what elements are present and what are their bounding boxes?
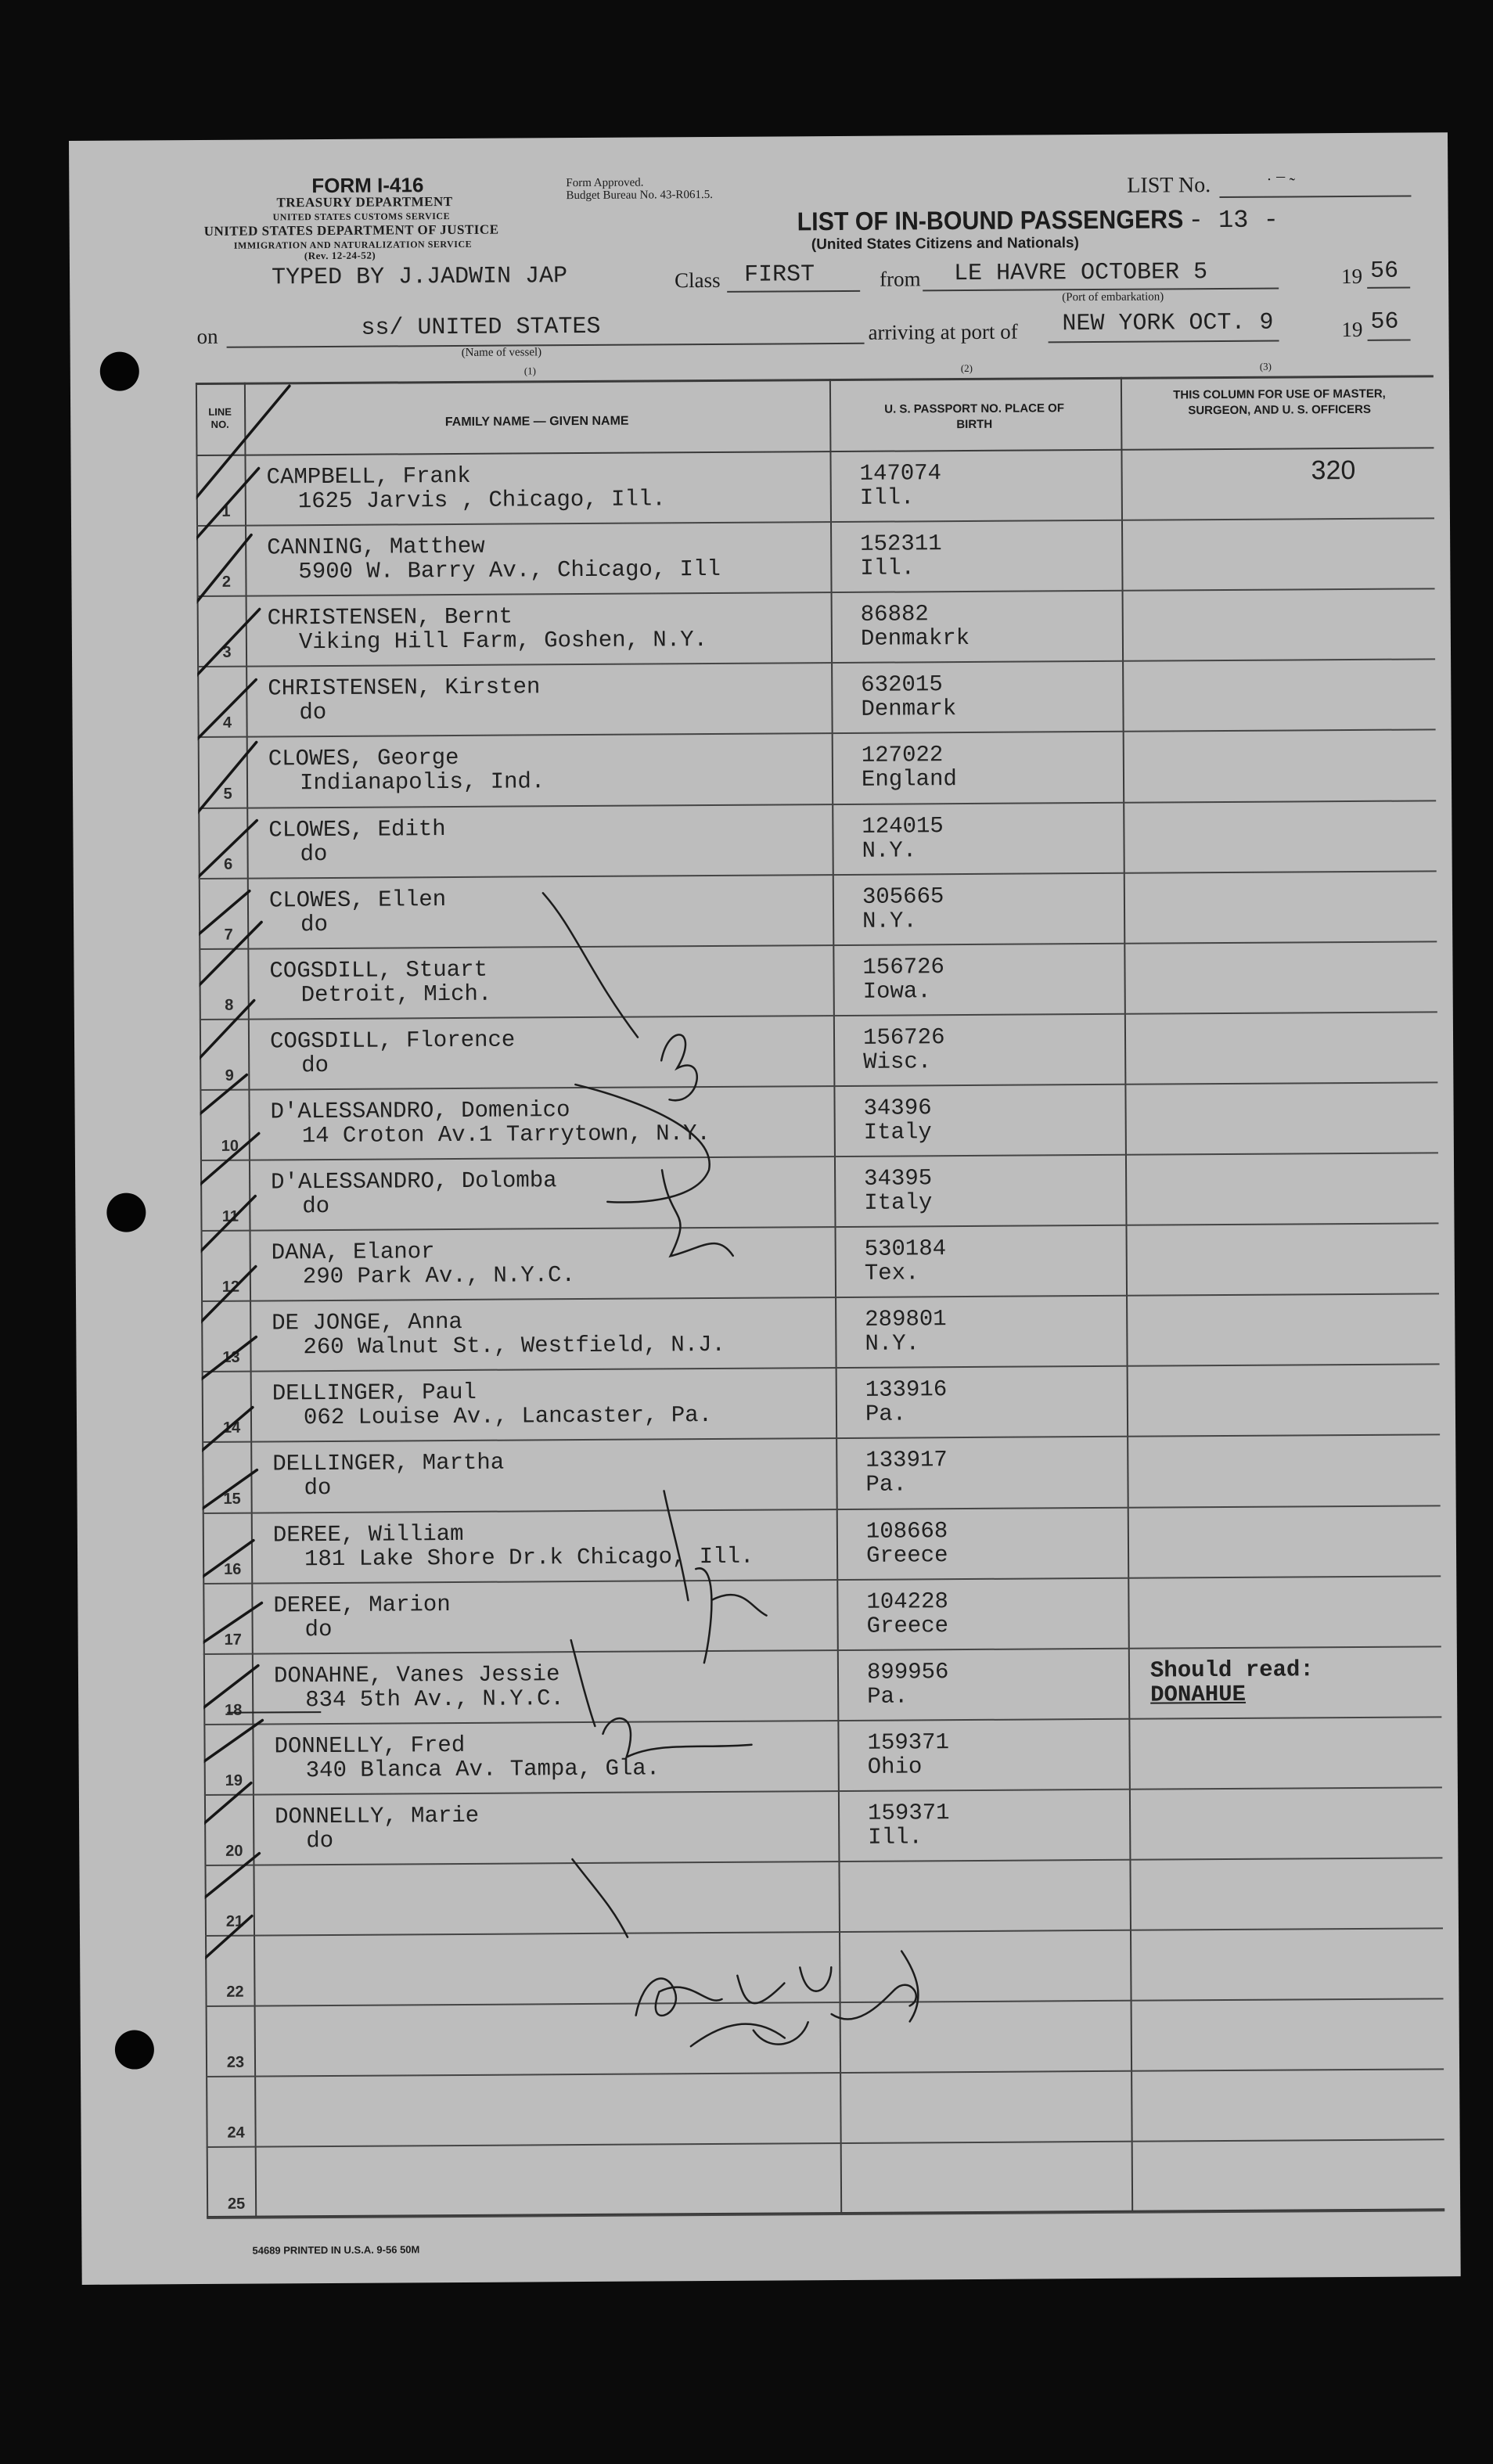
approval-line-2: Budget Bureau No. 43-R061.5.	[566, 188, 713, 203]
address: Detroit, Mich.	[300, 980, 492, 1008]
passport-number: 104228	[866, 1588, 948, 1615]
passport-number: 127022	[861, 742, 944, 769]
officer-note-correction: DONAHUE	[1150, 1681, 1247, 1708]
address: Indianapolis, Ind.	[299, 768, 545, 797]
passport-number: 34396	[863, 1095, 932, 1121]
passport-number: 152311	[860, 531, 942, 557]
arrival-line	[1049, 340, 1279, 344]
place-of-birth: Pa.	[867, 1683, 908, 1710]
from-year-line	[1367, 287, 1410, 289]
line-number: 16	[223, 1560, 242, 1578]
passport-number: 133917	[865, 1447, 948, 1474]
from-year: 56	[1369, 257, 1399, 285]
address: do	[302, 1192, 330, 1220]
print-footer: 54689 PRINTED IN U.S.A. 9-56 50M	[252, 2243, 420, 2257]
header-passport: U. S. PASSPORT NO. PLACE OF BIRTH	[884, 401, 1065, 432]
line-number: 8	[225, 996, 234, 1014]
arrival-year-line	[1368, 340, 1411, 341]
family-given-name: DONAHNE, Vanes Jessie	[273, 1660, 560, 1689]
place-of-birth: Ill.	[868, 1824, 923, 1851]
family-given-name: CHRISTENSEN, Bernt	[267, 603, 513, 631]
header-officers: THIS COLUMN FOR USE OF MASTER, SURGEON, AND U. S. OFFICERS	[1173, 387, 1386, 418]
passport-number: 530184	[864, 1236, 947, 1262]
place-of-birth: Italy	[864, 1189, 933, 1216]
place-of-birth: Greece	[866, 1612, 949, 1639]
typed-by: TYPED BY J.JADWIN JAP	[271, 263, 568, 292]
approval-line-1: Form Approved.	[566, 176, 644, 190]
passport-number: 34395	[864, 1165, 933, 1192]
place-of-birth: N.Y.	[862, 907, 917, 934]
list-no-label: LIST No.	[1127, 173, 1211, 198]
address: 181 Lake Shore Dr.k Chicago, Ill.	[304, 1543, 754, 1572]
line-number: 4	[222, 714, 232, 732]
line-number: 24	[227, 2124, 245, 2142]
place-of-birth: N.Y.	[865, 1330, 920, 1358]
officer-note: 320	[1311, 455, 1356, 486]
passport-number: 899956	[866, 1658, 949, 1685]
passport-number: 632015	[861, 671, 943, 699]
handwritten-checkmarks	[196, 375, 1444, 2218]
line-number: 19	[225, 1772, 243, 1790]
header-line-no: LINE NO.	[208, 405, 232, 430]
place-of-birth: Ohio	[867, 1754, 923, 1780]
address: do	[299, 700, 327, 726]
port-embarkation-note: (Port of embarkation)	[1062, 290, 1164, 304]
place-of-birth: Denmakrk	[860, 625, 970, 653]
list-no-line	[1219, 196, 1411, 198]
place-of-birth: Wisc.	[863, 1049, 932, 1075]
address: 340 Blanca Av. Tampa, Gla.	[305, 1755, 660, 1783]
family-given-name: COGSDILL, Stuart	[269, 956, 488, 984]
ins-service: IMMIGRATION AND NATURALIZATION SERVICE	[233, 238, 473, 251]
line-number: 9	[225, 1067, 234, 1085]
class-value: FIRST	[743, 261, 815, 289]
family-given-name: DEREE, Marion	[273, 1591, 451, 1619]
line-number: 12	[221, 1278, 240, 1297]
place-of-birth: Pa.	[865, 1471, 907, 1498]
punch-hole-bottom	[115, 2030, 154, 2069]
list-title: LIST OF IN-BOUND PASSENGERS	[797, 204, 1184, 236]
address: 834 5th Av., N.Y.C.	[305, 1685, 564, 1713]
vessel-name: ss/ UNITED STATES	[361, 313, 601, 342]
list-no-mark: ˙ ¯ ˜	[1266, 174, 1296, 194]
line-number: 10	[221, 1137, 239, 1155]
place-of-birth: Greece	[865, 1541, 948, 1569]
place-of-birth: N.Y.	[862, 836, 917, 864]
class-label: Class	[675, 268, 721, 293]
place-of-birth: Iowa.	[862, 977, 931, 1005]
place-of-birth: Italy	[863, 1119, 932, 1146]
family-given-name: DANA, Elanor	[271, 1239, 435, 1266]
form-number: FORM I-416	[311, 173, 424, 198]
line-number: 6	[224, 855, 233, 873]
passport-number: 159371	[867, 1800, 950, 1826]
line-number: 18	[225, 1701, 243, 1719]
customs-service: UNITED STATES CUSTOMS SERVICE	[272, 210, 451, 223]
column-index-3: (3)	[1259, 360, 1272, 372]
line-number: 17	[224, 1631, 242, 1649]
address: 1625 Jarvis , Chicago, Ill.	[297, 486, 666, 515]
from-label: from	[880, 267, 921, 291]
family-given-name: CAMPBELL, Frank	[266, 462, 471, 491]
line-number: 22	[226, 1983, 244, 2002]
family-given-name: DEREE, William	[272, 1520, 464, 1548]
vessel-line	[227, 343, 865, 348]
address: do	[304, 1475, 332, 1502]
line-number: 15	[223, 1490, 241, 1508]
passport-number: 133916	[865, 1376, 948, 1404]
arrival-port: NEW YORK OCT. 9	[1062, 309, 1274, 338]
line-number: 14	[222, 1419, 241, 1437]
family-given-name: DE JONGE, Anna	[272, 1309, 462, 1336]
line-number: 7	[224, 926, 233, 944]
passport-number: 156726	[862, 953, 944, 980]
passport-number: 147074	[859, 460, 942, 487]
arrival-year: 56	[1370, 308, 1399, 336]
family-given-name: CLOWES, Edith	[268, 815, 446, 843]
arriving-label: arriving at port of	[868, 319, 1018, 344]
line-number: 11	[221, 1207, 239, 1225]
place-of-birth: England	[861, 766, 957, 793]
list-number: - 13 -	[1188, 205, 1279, 236]
address: do	[300, 911, 329, 937]
column-index-1: (1)	[523, 365, 537, 377]
place-of-birth: Denmark	[861, 696, 957, 723]
address: 260 Walnut St., Westfield, N.J.	[303, 1332, 726, 1361]
place-of-birth: Tex.	[864, 1260, 919, 1286]
family-given-name: CLOWES, George	[268, 745, 459, 772]
address: do	[301, 1052, 329, 1079]
family-given-name: D'ALESSANDRO, Dolomba	[271, 1167, 557, 1196]
arrival-year-prefix: 19	[1341, 317, 1363, 342]
family-given-name: CANNING, Matthew	[267, 533, 485, 561]
family-given-name: DELLINGER, Paul	[272, 1379, 477, 1407]
passport-number: 108668	[865, 1517, 948, 1545]
from-year-prefix: 19	[1340, 264, 1363, 289]
address: 14 Croton Av.1 Tarrytown, N.Y.	[301, 1120, 711, 1149]
passport-number: 156726	[862, 1023, 945, 1051]
address: Viking Hill Farm, Goshen, N.Y.	[298, 627, 708, 656]
line-number: 13	[222, 1348, 240, 1367]
family-given-name: D'ALESSANDRO, Domenico	[270, 1097, 570, 1125]
address: do	[300, 840, 328, 867]
line-number: 2	[221, 573, 232, 592]
justice-dept: UNITED STATES DEPARTMENT OF JUSTICE	[203, 221, 499, 239]
treasury-dept: TREASURY DEPARTMENT	[276, 194, 453, 210]
class-line	[727, 290, 860, 293]
passport-number: 159371	[867, 1728, 950, 1756]
from-value: LE HAVRE OCTOBER 5	[953, 259, 1208, 288]
place-of-birth: Pa.	[865, 1401, 907, 1428]
line-number: 1	[221, 502, 231, 520]
place-of-birth: Ill.	[859, 484, 915, 511]
officer-note: Should read:	[1149, 1656, 1314, 1684]
family-given-name: CLOWES, Ellen	[268, 886, 447, 914]
address: 290 Park Av., N.Y.C.	[302, 1262, 576, 1290]
punch-hole-top	[100, 351, 139, 390]
vessel-note: (Name of vessel)	[461, 346, 542, 359]
list-subtitle: (United States Citizens and Nationals)	[811, 235, 1079, 254]
line-number: 21	[225, 1912, 244, 1930]
header-name: FAMILY NAME — GIVEN NAME	[444, 414, 629, 430]
family-given-name: DONNELLY, Fred	[274, 1732, 466, 1760]
column-index-2: (2)	[960, 362, 973, 375]
family-given-name: CHRISTENSEN, Kirsten	[268, 674, 541, 702]
line-number: 3	[222, 644, 232, 662]
passenger-table	[196, 375, 1444, 2218]
passport-number: 86882	[860, 601, 929, 628]
passport-number: 305665	[862, 883, 944, 910]
address: do	[304, 1616, 333, 1642]
place-of-birth: Ill.	[860, 555, 916, 581]
line-number: 5	[223, 785, 232, 803]
line-number: 25	[227, 2195, 246, 2213]
manifest-page	[69, 132, 1461, 2285]
passport-number: 124015	[862, 812, 944, 840]
on-label: on	[196, 324, 218, 349]
address: do	[306, 1827, 334, 1854]
address: 062 Louise Av., Lancaster, Pa.	[303, 1402, 713, 1431]
punch-hole-middle	[106, 1192, 146, 1232]
family-given-name: DELLINGER, Martha	[272, 1450, 505, 1477]
revision-date: (Rev. 12-24-52)	[304, 249, 376, 262]
line-number: 20	[225, 1842, 243, 1860]
line-number: 23	[226, 2053, 245, 2072]
family-given-name: DONNELLY, Marie	[274, 1802, 480, 1830]
family-given-name: COGSDILL, Florence	[269, 1027, 516, 1055]
address: 5900 W. Barry Av., Chicago, Ill	[298, 556, 721, 585]
passport-number: 289801	[865, 1306, 947, 1333]
